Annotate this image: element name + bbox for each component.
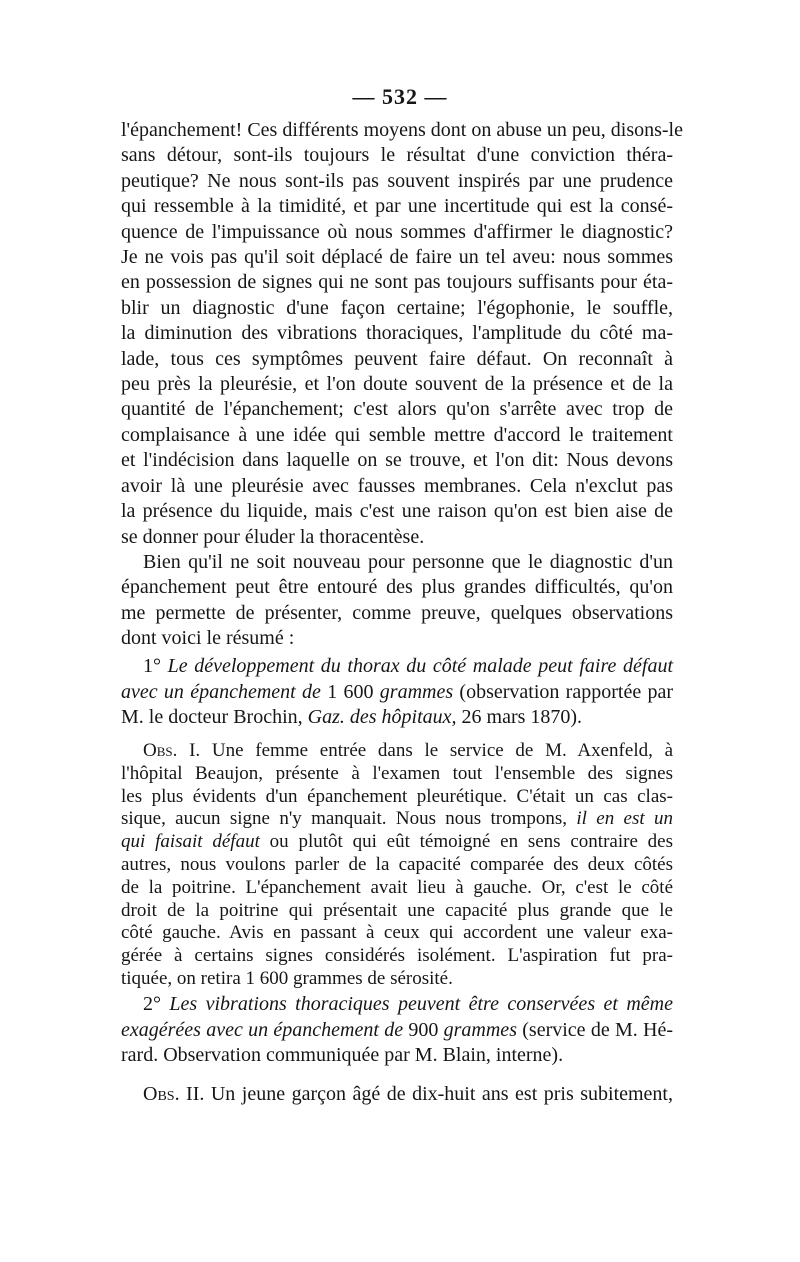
text-line: la diminution des vibrations thoraciques, l'amplitude du côté ma- [121,322,673,345]
text-line: qui ressemble à la timidité, et par une incertitude qui est la consé- [121,195,673,218]
text-line: avec un épanchement de 1 600 grammes (observation rapportée par [121,680,674,703]
section-number: 1° [143,655,161,677]
text-line: blir un diagnostic d'une façon certaine; l'égophonie, le souffle, [121,296,673,319]
text-line: en possession de signes qui ne sont pas toujours suffisants pour éta- [121,271,673,294]
text-line: sique, aucun signe n'y manquait. Nous nous trompons, il en est un [121,808,673,830]
text-line: l'hôpital Beaujon, présente à l'examen tout l'ensemble des signes [121,762,673,784]
text-line: la présence du liquide, mais c'est une raison qu'on est bien aise de [121,500,673,523]
section-heading-2 [121,992,673,1069]
text-line: exagérées avec un épanchement de 900 grammes (service de M. Hé- [121,1018,674,1041]
text-line: l'épanchement! Ces différents moyens dont on abuse un peu, disons-le [121,119,683,141]
text-line: Obs. II. Un jeune garçon âgé de dix-huit ans est pris subitement, [143,1083,673,1105]
text-line: gérée à certains signes considérés isolément. L'aspiration fut pra- [121,945,673,967]
text-line: droit de la poitrine qui présentait une capacité plus grande que le [121,899,673,921]
text-line: qui faisait défaut ou plutôt qui eût témoigné en sens contraire des [121,831,673,853]
text-line: avoir là une pleurésie avec fausses membranes. Cela n'exclut pas [121,474,673,497]
observation-label: Obs. II. [143,1083,205,1105]
section-number: 2° [143,993,161,1015]
text-line: 1° Le développement du thorax du côté malade peut faire défaut [143,655,673,677]
text-line: 2° Les vibrations thoraciques peuvent être conservées et même [143,993,673,1015]
text-line: Bien qu'il ne soit nouveau pour personne que le diagnostic d'un [143,550,673,573]
observation-1 [121,740,673,991]
text-line: peutique? Ne nous sont-ils pas souvent inspirés par une prudence [121,169,673,192]
observation-2 [121,1082,673,1107]
text-line: complaisance à une idée qui semble mettre d'accord le traitement [121,423,673,446]
observation-label: Obs. I. [143,740,201,761]
text-line: me permette de présenter, comme preuve, quelques observations [121,601,673,624]
section-heading-1 [121,654,673,731]
text-line: côté gauche. Avis en passant à ceux qui accordent une valeur exa- [121,922,673,944]
text-line: lade, tous ces symptômes peuvent faire défaut. On reconnaît à [121,347,673,370]
text-line: et l'indécision dans laquelle on se trouve, et l'on dit: Nous devons [121,449,673,472]
main-paragraphs [121,118,683,652]
text-line: rard. Observation communiquée par M. Blain, interne). [121,1044,564,1066]
text-line: Je ne vois pas qu'il soit déplacé de faire un tel aveu: nous sommes [121,246,673,269]
text-line: épanchement peut être entouré des plus grandes difficultés, qu'on [121,576,673,599]
text-line: les plus évidents d'un épanchement pleurétique. C'était un cas clas- [121,785,673,807]
text-line: de la poitrine. L'épanchement avait lieu à gauche. Or, c'est le côté [121,876,673,898]
text-line: sans détour, sont-ils toujours le résultat d'une conviction théra- [121,144,673,167]
text-line: quantité de l'épanchement; c'est alors qu'on s'arrête avec trop de [121,398,673,421]
text-line: dont voici le résumé : [121,627,295,650]
text-line: quence de l'impuissance où nous sommes d'affirmer le diagnostic? [121,220,673,243]
text-line: M. le docteur Brochin, Gaz. des hôpitaux, 26 mars 1870). [121,706,583,728]
text-line: peu près la pleurésie, et l'on doute souvent de la présence et de la [121,373,673,396]
text-line: Obs. I. Une femme entrée dans le service de M. Axenfeld, à [143,740,674,761]
text-line: autres, nous voulons parler de la capacité comparée des deux côtés [121,853,673,875]
text-line: se donner pour éluder la thoracentèse. [121,525,425,548]
page-number: — 532 — [352,84,448,109]
text-line: tiquée, on retira 1 600 grammes de sérosité. [121,967,453,989]
